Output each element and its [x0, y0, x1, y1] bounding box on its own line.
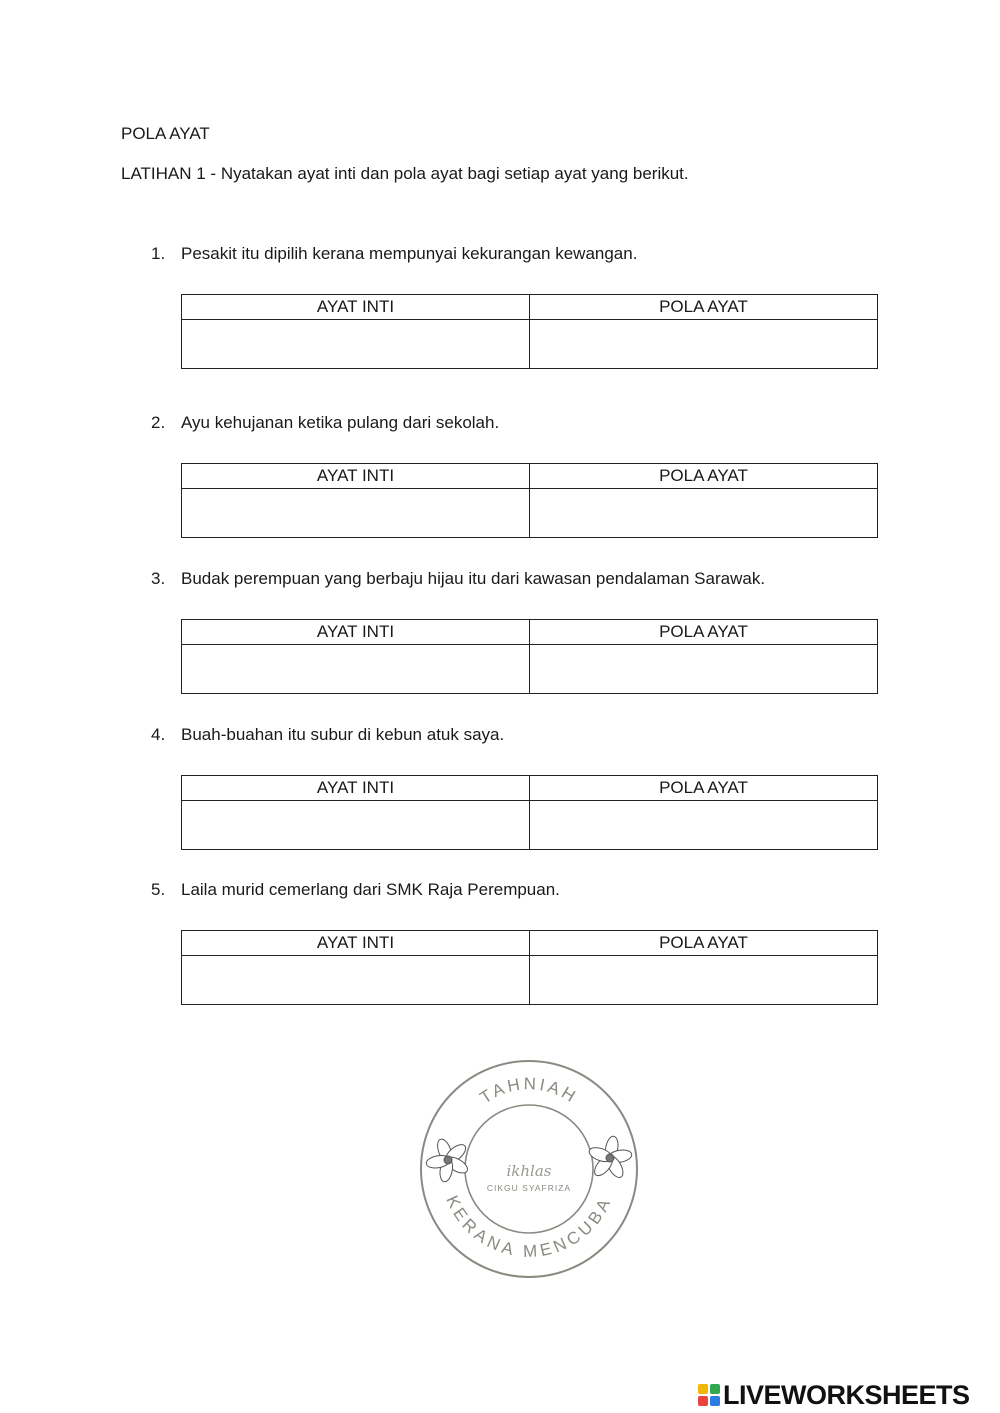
answer-cell — [182, 320, 530, 369]
logo-square — [710, 1384, 720, 1394]
question-text: Ayu kehujanan ketika pulang dari sekolah. — [181, 413, 500, 432]
tahniah-stamp — [418, 1058, 640, 1280]
question-number: 3. — [151, 569, 166, 588]
header-ayat-inti: AYAT INTI — [182, 295, 530, 320]
pola-ayat-input-5[interactable] — [530, 956, 877, 1004]
answer-cell — [182, 956, 530, 1005]
pola-ayat-input-3[interactable] — [530, 645, 877, 693]
question-text: Buah-buahan itu subur di kebun atuk saya. — [181, 725, 505, 744]
header-pola-ayat: POLA AYAT — [530, 464, 878, 489]
ayat-inti-input-1[interactable] — [182, 320, 529, 368]
answer-cell — [182, 645, 530, 694]
header-ayat-inti: AYAT INTI — [182, 931, 530, 956]
stamp-top-text: TAHNIAH — [476, 1074, 582, 1108]
stamp-bottom-text: KERANA MENCUBA — [442, 1192, 616, 1262]
answer-cell — [182, 801, 530, 850]
header-pola-ayat: POLA AYAT — [530, 776, 878, 801]
brand-name: LIVEWORKSHEETS — [723, 1379, 970, 1410]
question-1 — [151, 244, 637, 264]
logo-square — [698, 1396, 708, 1406]
pola-ayat-input-2[interactable] — [530, 489, 877, 537]
header-ayat-inti: AYAT INTI — [182, 464, 530, 489]
liveworksheets-brand — [698, 1380, 970, 1410]
question-text: Laila murid cemerlang dari SMK Raja Perempuan. — [181, 880, 560, 899]
header-pola-ayat: POLA AYAT — [530, 295, 878, 320]
logo-square — [710, 1396, 720, 1406]
answer-cell — [182, 489, 530, 538]
answer-cell — [530, 320, 878, 369]
header-ayat-inti: AYAT INTI — [182, 776, 530, 801]
ayat-inti-input-4[interactable] — [182, 801, 529, 849]
pola-ayat-input-1[interactable] — [530, 320, 877, 368]
stamp-name-text: CIKGU SYAFRIZA — [486, 1183, 572, 1193]
instruction-text: LATIHAN 1 - Nyatakan ayat inti dan pola ayat bagi setiap ayat yang berikut. — [121, 164, 689, 183]
question-2 — [151, 413, 499, 433]
question-4 — [151, 725, 504, 745]
answer-cell — [530, 956, 878, 1005]
question-5 — [151, 880, 560, 900]
answer-cell — [530, 801, 878, 850]
page-title: POLA AYAT — [121, 124, 210, 143]
header-ayat-inti: AYAT INTI — [182, 620, 530, 645]
answer-table-4 — [181, 775, 878, 850]
liveworksheets-logo-icon — [698, 1384, 720, 1406]
pola-ayat-input-4[interactable] — [530, 801, 877, 849]
logo-square — [698, 1384, 708, 1394]
question-3 — [151, 569, 765, 589]
question-text: Budak perempuan yang berbaju hijau itu dari kawasan pendalaman Sarawak. — [181, 569, 766, 588]
question-number: 2. — [151, 413, 166, 432]
question-number: 1. — [151, 244, 166, 263]
header-pola-ayat: POLA AYAT — [530, 931, 878, 956]
header-pola-ayat: POLA AYAT — [530, 620, 878, 645]
answer-table-5 — [181, 930, 878, 1005]
question-number: 4. — [151, 725, 166, 744]
ayat-inti-input-2[interactable] — [182, 489, 529, 537]
stamp-script-text: ikhlas — [506, 1162, 552, 1180]
answer-table-3 — [181, 619, 878, 694]
flower-icon — [587, 1135, 632, 1180]
question-number: 5. — [151, 880, 166, 899]
answer-cell — [530, 645, 878, 694]
flower-icon — [425, 1137, 470, 1182]
ayat-inti-input-3[interactable] — [182, 645, 529, 693]
question-text: Pesakit itu dipilih kerana mempunyai kekurangan kewangan. — [181, 244, 638, 263]
ayat-inti-input-5[interactable] — [182, 956, 529, 1004]
answer-table-2 — [181, 463, 878, 538]
answer-cell — [530, 489, 878, 538]
answer-table-1 — [181, 294, 878, 369]
